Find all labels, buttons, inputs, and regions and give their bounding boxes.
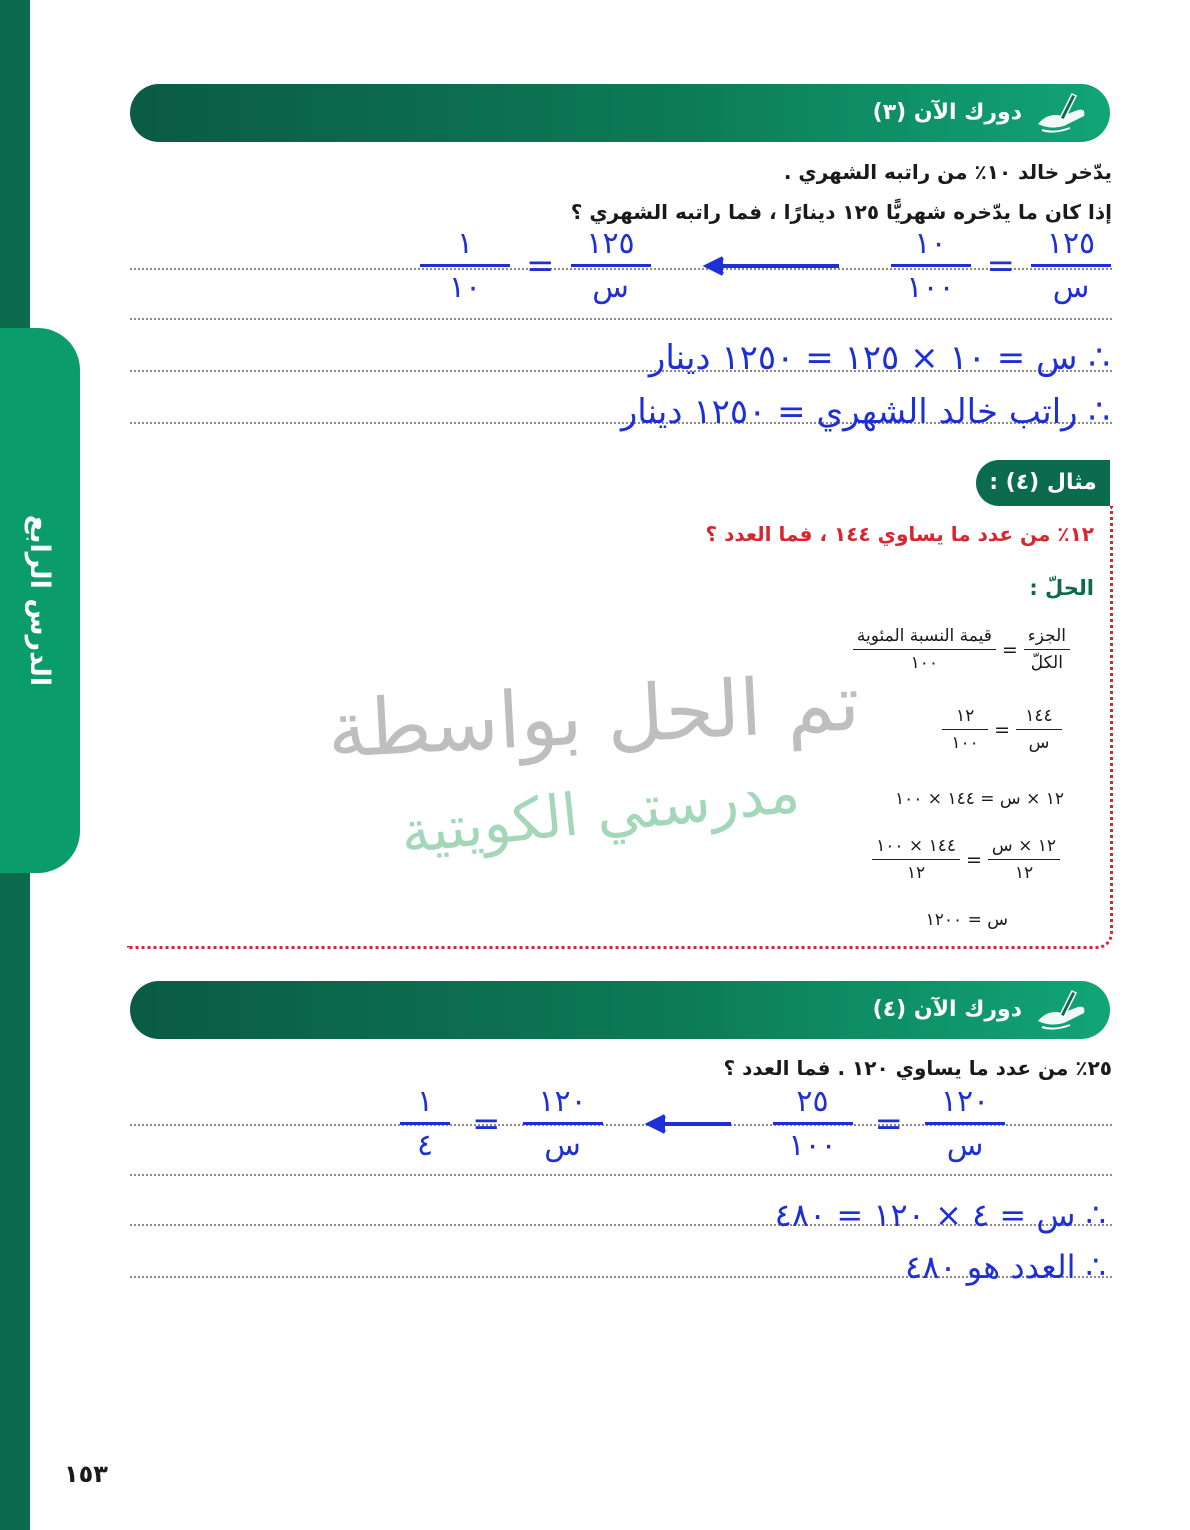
hw-equals: = bbox=[526, 245, 555, 286]
hw-fraction: $\frac{١}{١٠}$ bbox=[420, 226, 510, 305]
answer-line bbox=[130, 318, 1112, 320]
hw-fraction: $\frac{١٢٠}{\text{س}}$ bbox=[523, 1084, 603, 1163]
section3-handwritten-line4: ∴ راتب خالد الشهري = ١٢٥٠ دينار bbox=[620, 392, 1110, 432]
solution-label: الحلّ : bbox=[1029, 576, 1094, 600]
solution-equation-3: ١٢ × س = ١٤٤ × ١٠٠ bbox=[895, 789, 1064, 809]
fraction: $\frac{١٤٤ \times ١٠٠}{١٢}$ bbox=[872, 836, 960, 883]
section4-title: دورك الآن (٤) bbox=[872, 997, 1022, 1022]
hw-fraction: $\frac{١}{٤}$ bbox=[400, 1084, 450, 1163]
section4-handwritten-line3: ∴ س = ٤ × ١٢٠ = ٤٨٠ bbox=[774, 1196, 1106, 1234]
answer-line bbox=[130, 1174, 1112, 1176]
fraction: $\frac{١٤٤}{\text{س}}$ bbox=[1016, 706, 1062, 753]
hw-arrow-icon bbox=[701, 256, 841, 276]
hw-fraction: $\frac{١٢٥}{\text{س}}$ bbox=[1031, 226, 1111, 305]
section4-banner bbox=[130, 981, 1110, 1039]
section4-question: ٢٥٪ من عدد ما يساوي ١٢٠ . فما العدد ؟ bbox=[723, 1056, 1112, 1080]
section3-handwritten-line1 bbox=[420, 226, 1111, 305]
example4-tab: مثال (٤) : bbox=[976, 460, 1110, 506]
fraction: $\frac{\text{قيمة النسبة المئوية}}{١٠٠}$ bbox=[853, 626, 996, 673]
section4-handwritten-line4: ∴ العدد هو ٤٨٠ bbox=[905, 1248, 1106, 1286]
lesson-side-tab-label-wrap bbox=[0, 328, 80, 873]
section3-question-line2: إذا كان ما يدّخره شهريًّا ١٢٥ دينارًا ، فما راتبه الشهري ؟ bbox=[570, 200, 1112, 224]
fraction: $\frac{\text{الجزء}}{\text{الكلّ}}$ bbox=[1024, 626, 1070, 673]
section3-question-line1: يدّخر خالد ١٠٪ من راتبه الشهري . bbox=[783, 160, 1112, 184]
hw-equals: = bbox=[986, 245, 1015, 286]
writing-hand-icon bbox=[1034, 90, 1090, 136]
hw-fraction: $\frac{١٢٠}{\text{س}}$ bbox=[925, 1084, 1005, 1163]
hw-fraction: $\frac{١٢٥}{\text{س}}$ bbox=[571, 226, 651, 305]
solution-equation-4: $\frac{\text{١٢ × س}}{١٢}$ = $\frac{١٤٤ \times ١٠٠}{١٢}$ bbox=[872, 836, 1060, 883]
fraction: $\frac{١٢}{١٠٠}$ bbox=[942, 706, 988, 753]
section3-banner bbox=[130, 84, 1110, 142]
lesson-label: الدرس الرابع bbox=[24, 514, 56, 687]
hw-arrow-icon bbox=[643, 1114, 733, 1134]
hw-fraction: $\frac{١٠}{١٠٠}$ bbox=[891, 226, 971, 305]
section3-handwritten-line3: ∴ س = ١٠ × ١٢٥ = ١٢٥٠ دينار bbox=[648, 338, 1110, 378]
solution-equation-1: $\frac{\text{الجزء}}{\text{الكلّ}}$ = $\frac{\text{قيمة النسبة المئوية}}{١٠٠}$ bbox=[853, 626, 1070, 673]
hw-fraction: $\frac{٢٥}{١٠٠}$ bbox=[773, 1084, 853, 1163]
section3-title: دورك الآن (٣) bbox=[872, 100, 1022, 125]
fraction: $\frac{\text{١٢ × س}}{١٢}$ bbox=[988, 836, 1060, 883]
solution-equation-5: س = ١٢٠٠ bbox=[925, 910, 1008, 930]
page-number: ١٥٣ bbox=[64, 1460, 108, 1488]
writing-hand-icon bbox=[1034, 987, 1090, 1033]
hw-equals: = bbox=[874, 1103, 903, 1144]
example4-question: ١٢٪ من عدد ما يساوي ١٤٤ ، فما العدد ؟ bbox=[705, 522, 1094, 546]
hw-equals: = bbox=[472, 1103, 501, 1144]
solution-equation-2: $\frac{١٤٤}{\text{س}}$ = $\frac{١٢}{١٠٠}$ bbox=[942, 706, 1062, 753]
section4-handwritten-line1 bbox=[400, 1084, 1005, 1163]
watermark-line2: مدرستي الكويتية bbox=[397, 757, 803, 867]
watermark-line1: تم الحل بواسطة bbox=[325, 658, 862, 776]
